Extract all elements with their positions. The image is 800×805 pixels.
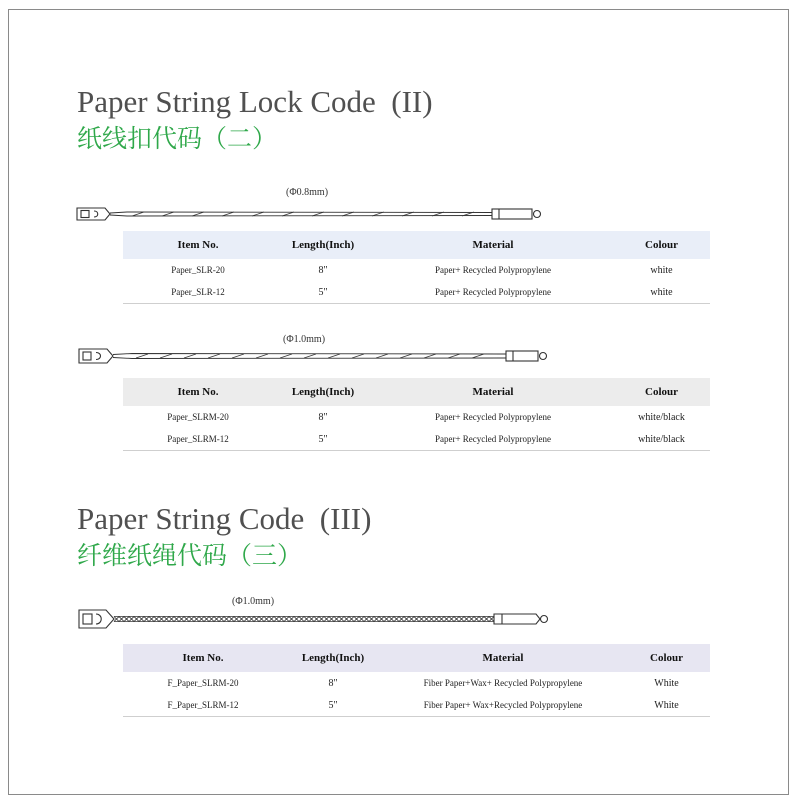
- colour-cell: white: [613, 281, 710, 304]
- header-item-no: Item No.: [177, 386, 219, 398]
- tie-string: [113, 354, 506, 359]
- table-row: [123, 281, 710, 304]
- tie-string: [110, 212, 492, 216]
- item-no-cell: F_Paper_SLRM-20: [167, 678, 239, 688]
- section-2-title-cn: 纸线扣代码（二）: [77, 124, 278, 153]
- colour-cell: White: [623, 694, 710, 717]
- spec-table-fiber: [123, 644, 710, 717]
- length-cell: 8": [328, 677, 338, 689]
- colour-cell: white/black: [638, 411, 685, 423]
- material-cell: Fiber Paper+Wax+ Recycled Polypropylene: [423, 678, 583, 688]
- length-cell: 8": [318, 411, 328, 423]
- table-row: [123, 259, 710, 281]
- section-2-title-en: Paper String Lock Code (II): [77, 84, 433, 119]
- header-length: Length(Inch): [301, 652, 365, 664]
- material-cell: Paper+ Recycled Polypropylene: [434, 412, 552, 422]
- header-item-no: Item No.: [182, 652, 224, 664]
- lock-string-tie-illustration: [72, 202, 552, 226]
- table-row: [123, 694, 710, 717]
- length-cell: 5": [273, 428, 373, 451]
- header-material: Material: [482, 652, 524, 664]
- item-no-cell: F_Paper_SLRM-12: [123, 694, 283, 717]
- diameter-label-slrm: (Φ1.0mm): [283, 334, 326, 345]
- item-no-cell: Paper_SLRM-12: [123, 428, 273, 451]
- tie-head: [79, 610, 114, 628]
- tie-head: [79, 349, 113, 363]
- tie-head: [77, 208, 110, 220]
- colour-cell: white/black: [613, 428, 710, 451]
- material-cell: Paper+ Recycled Polypropylene: [373, 281, 613, 304]
- tie-tail: [492, 209, 541, 219]
- header-colour: Colour: [650, 652, 683, 664]
- diameter-label-slr: (Φ0.8mm): [286, 187, 329, 198]
- item-no-cell: Paper_SLRM-20: [167, 412, 229, 422]
- diameter-label-fiber: (Φ1.0mm): [232, 596, 275, 607]
- section-3-title-cn: 纤维纸绳代码（三）: [77, 541, 303, 570]
- length-cell: 5": [283, 694, 383, 717]
- header-item-no: Item No.: [177, 239, 219, 251]
- table-row: [123, 406, 710, 428]
- colour-cell: White: [654, 677, 679, 689]
- length-cell: 5": [273, 281, 373, 304]
- spec-table-slr: [123, 231, 710, 304]
- spec-table-slrm: [123, 378, 710, 451]
- tie-tail: [494, 614, 548, 624]
- material-cell: Fiber Paper+ Wax+Recycled Polypropylene: [383, 694, 623, 717]
- header-length: Length(Inch): [291, 239, 355, 251]
- table-header-row: [123, 644, 710, 672]
- header-material: Material: [472, 386, 514, 398]
- table-header-row: [123, 231, 710, 259]
- table-row: [123, 428, 710, 451]
- item-no-cell: Paper_SLR-12: [123, 281, 273, 304]
- length-cell: 8": [318, 264, 328, 276]
- colour-cell: white: [650, 264, 673, 276]
- header-length: Length(Inch): [291, 386, 355, 398]
- table-row: [123, 672, 710, 694]
- header-colour: Colour: [645, 386, 678, 398]
- tie-braided-string: [114, 617, 494, 622]
- item-no-cell: Paper_SLR-20: [171, 265, 225, 275]
- table-header-row: [123, 378, 710, 406]
- tie-tail: [506, 351, 547, 361]
- section-3-title-en: Paper String Code (III): [77, 501, 372, 536]
- lock-string-tie-illustration: [74, 343, 554, 369]
- material-cell: Paper+ Recycled Polypropylene: [434, 265, 552, 275]
- fiber-string-tie-illustration: [74, 604, 554, 634]
- material-cell: Paper+ Recycled Polypropylene: [373, 428, 613, 451]
- header-material: Material: [472, 239, 514, 251]
- header-colour: Colour: [645, 239, 678, 251]
